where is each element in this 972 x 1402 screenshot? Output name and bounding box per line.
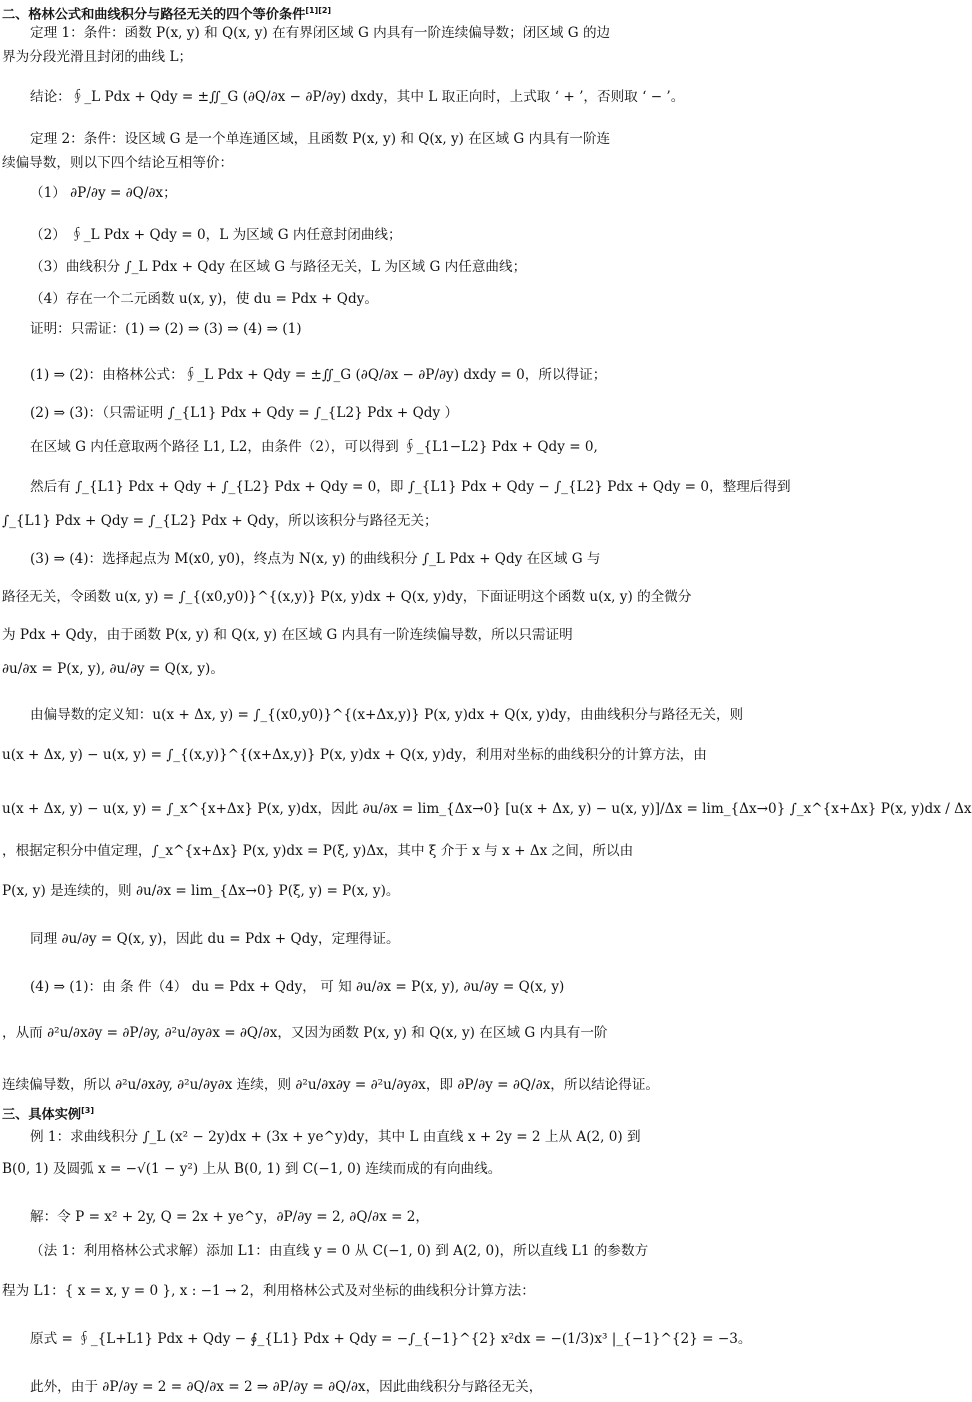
line-text: 结论：∮_L Pdx + Qdy = ±∬_G (∂Q/∂x − ∂P/∂y) dxdy，其中 L 取正向时，上式取 ‘ + ’，否则取 ‘ − ’。 xyxy=(30,89,685,105)
line-text: 由偏导数的定义知：u(x + Δx, y) = ∫_{(x0,y0)}^{(x+Δx,y)} P(x, y)dx + Q(x, y)dy，由曲线积分与路径无关，则 xyxy=(30,707,744,723)
line-text: (1) ⇒ (2)：由格林公式：∮_L Pdx + Qdy = ±∬_G (∂Q/∂x − ∂P/∂y) dxdy = 0，所以得证； xyxy=(30,367,607,383)
text-line xyxy=(30,130,678,148)
text-line xyxy=(2,1024,650,1042)
line-text: 同理 ∂u/∂y = Q(x, y)，因此 du = Pdx + Qdy，定理得证。 xyxy=(30,931,400,947)
line-text: 定理 2：条件：设区域 G 是一个单连通区域，且函数 P(x, y) 和 Q(x, y) 在区域 G 内具有一阶连 xyxy=(30,131,611,147)
line-text: （法 1：利用格林公式求解）添加 L1：由直线 y = 0 从 C(−1, 0) 到 A(2, 0)，所以直线 L1 的参数方 xyxy=(30,1243,649,1259)
text-line xyxy=(30,930,678,948)
line-text: u(x + Δx, y) − u(x, y) = ∫_x^{x+Δx} P(x, y)dx，因此 ∂u/∂x = lim_{Δx→0} [u(x + Δx, y) − u(x, y)]/Δx = lim_{Δx→0} ∫_x^{x+Δx} P(x, y)dx / Δx xyxy=(2,801,972,817)
text-line xyxy=(30,258,678,276)
line-text: （3）曲线积分 ∫_L Pdx + Qdy 在区域 G 与路径无关，L 为区域 G 内任意曲线； xyxy=(30,259,527,275)
text-line xyxy=(30,88,685,106)
line-text: 界为分段光滑且封闭的曲线 L； xyxy=(2,49,193,65)
text-line xyxy=(30,706,744,724)
text-line xyxy=(2,512,650,530)
line-text: 连续偏导数，所以 ∂²u/∂x∂y, ∂²u/∂y∂x 连续，则 ∂²u/∂x∂y = ∂²u/∂y∂x，即 ∂P/∂y = ∂Q/∂x，所以结论得证。 xyxy=(2,1077,660,1093)
text-line xyxy=(2,660,650,678)
text-line xyxy=(30,1330,752,1348)
line-text: （1） ∂P/∂y = ∂Q/∂x； xyxy=(30,185,177,201)
line-text: B(0, 1) 及圆弧 x = −√(1 − y²) 上从 B(0, 1) 到 C(−1, 0) 连续而成的有向曲线。 xyxy=(2,1161,502,1177)
text-line xyxy=(30,1378,678,1396)
text-line xyxy=(2,1282,650,1300)
text-line xyxy=(30,404,678,422)
text-line xyxy=(30,24,678,42)
line-text: （4）存在一个二元函数 u(x, y)，使 du = Pdx + Qdy。 xyxy=(30,291,378,307)
line-text: 原式 = ∮_{L+L1} Pdx + Qdy − ∮_{L1} Pdx + Qdy = −∫_{−1}^{2} x²dx = −(1/3)x³ |_{−1}^{2} = −3。 xyxy=(30,1331,752,1347)
text-line xyxy=(30,1208,678,1226)
text-line xyxy=(2,48,650,66)
line-text: (3) ⇒ (4)：选择起点为 M(x0, y0)，终点为 N(x, y) 的曲线积分 ∫_L Pdx + Qdy 在区域 G 与 xyxy=(30,551,601,567)
text-line xyxy=(30,1242,678,1260)
line-text: (2) ⇒ (3)：（只需证明 ∫_{L1} Pdx + Qdy = ∫_{L2} Pdx + Qdy ） xyxy=(30,405,459,421)
text-line xyxy=(2,800,972,818)
text-line xyxy=(30,320,678,338)
line-text: （2） ∮_L Pdx + Qdy = 0，L 为区域 G 内任意封闭曲线； xyxy=(30,227,402,243)
text-line xyxy=(30,438,678,456)
citation-superscript: [1][2] xyxy=(305,6,332,15)
text-line xyxy=(2,1076,660,1094)
line-text: u(x + Δx, y) − u(x, y) = ∫_{(x,y)}^{(x+Δx,y)} P(x, y)dx + Q(x, y)dy，利用对坐标的曲线积分的计算方法，由 xyxy=(2,747,707,763)
text-line xyxy=(2,746,707,764)
line-text: ∫_{L1} Pdx + Qdy = ∫_{L2} Pdx + Qdy，所以该积分与路径无关； xyxy=(2,513,438,529)
line-text: 证明：只需证：(1) ⇒ (2) ⇒ (3) ⇒ (4) ⇒ (1) xyxy=(30,321,302,337)
line-text: 然后有 ∫_{L1} Pdx + Qdy + ∫_{L2} Pdx + Qdy = 0，即 ∫_{L1} Pdx + Qdy − ∫_{L2} Pdx + Qdy = 0，整理后得到 xyxy=(30,479,791,495)
text-line xyxy=(2,1160,650,1178)
line-text: 此外，由于 ∂P/∂y = 2 = ∂Q/∂x = 2 ⇒ ∂P/∂y = ∂Q/∂x，因此曲线积分与路径无关， xyxy=(30,1379,543,1395)
line-text: 三、具体实例 xyxy=(2,1107,82,1123)
line-text: 续偏导数，则以下四个结论互相等价： xyxy=(2,155,234,171)
line-text: ，从而 ∂²u/∂x∂y = ∂P/∂y, ∂²u/∂y∂x = ∂Q/∂x，又因为函数 P(x, y) 和 Q(x, y) 在区域 G 内具有一阶 xyxy=(2,1025,608,1041)
line-text: 路径无关，令函数 u(x, y) = ∫_{(x0,y0)}^{(x,y)} P(x, y)dx + Q(x, y)dy，下面证明这个函数 u(x, y) 的全微分 xyxy=(2,589,692,605)
line-text: 程为 L1：{ x = x, y = 0 }, x : −1 → 2，利用格林公式及对坐标的曲线积分计算方法： xyxy=(2,1283,535,1299)
text-line xyxy=(30,290,678,308)
text-line xyxy=(2,842,650,860)
citation-superscript: [3] xyxy=(81,1106,95,1115)
text-line xyxy=(30,478,791,496)
text-line xyxy=(2,154,650,172)
line-text: ，根据定积分中值定理，∫_x^{x+Δx} P(x, y)dx = P(ξ, y)Δx，其中 ξ 介于 x 与 x + Δx 之间，所以由 xyxy=(2,843,634,859)
line-text: P(x, y) 是连续的，则 ∂u/∂x = lim_{Δx→0} P(ξ, y) = P(x, y)。 xyxy=(2,883,400,899)
text-line xyxy=(30,366,678,384)
text-line xyxy=(30,226,678,244)
line-text: 二、格林公式和曲线积分与路径无关的四个等价条件 xyxy=(2,7,306,23)
line-text: (4) ⇒ (1)：由 条 件（4） du = Pdx + Qdy， 可 知 ∂u/∂x = P(x, y), ∂u/∂y = Q(x, y) xyxy=(30,979,565,995)
section-heading xyxy=(2,1102,650,1124)
text-line xyxy=(2,588,692,606)
line-text: 在区域 G 内任意取两个路径 L1, L2，由条件（2），可以得到 ∮_{L1−L2} Pdx + Qdy = 0, xyxy=(30,439,598,455)
line-text: 定理 1：条件：函数 P(x, y) 和 Q(x, y) 在有界闭区域 G 内具有一阶连续偏导数；闭区域 G 的边 xyxy=(30,25,611,41)
text-line xyxy=(30,550,678,568)
text-line xyxy=(30,978,678,996)
text-line xyxy=(30,184,678,202)
text-line xyxy=(30,1128,678,1146)
line-text: 为 Pdx + Qdy，由于函数 P(x, y) 和 Q(x, y) 在区域 G 内具有一阶连续偏导数，所以只需证明 xyxy=(2,627,573,643)
text-line xyxy=(2,882,650,900)
section-heading xyxy=(2,2,650,24)
text-line xyxy=(2,626,650,644)
line-text: ∂u/∂x = P(x, y), ∂u/∂y = Q(x, y)。 xyxy=(2,661,224,677)
line-text: 解：令 P = x² + 2y, Q = 2x + ye^y，∂P/∂y = 2, ∂Q/∂x = 2， xyxy=(30,1209,430,1225)
line-text: 例 1：求曲线积分 ∫_L (x² − 2y)dx + (3x + ye^y)dy，其中 L 由直线 x + 2y = 2 上从 A(2, 0) 到 xyxy=(30,1129,641,1145)
